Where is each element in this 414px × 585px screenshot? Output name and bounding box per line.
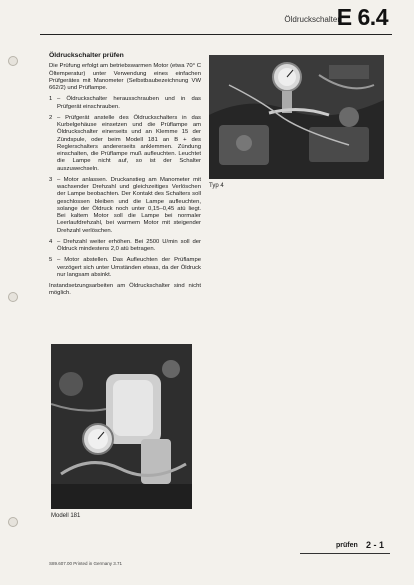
section-title: Öldruckschalter <box>284 15 340 24</box>
binder-hole <box>8 517 18 527</box>
step-item <box>49 239 201 254</box>
engine-photo-typ4 <box>209 55 384 179</box>
engine-photo-181 <box>51 344 192 509</box>
figure-caption-typ4: Typ 4 <box>209 183 224 189</box>
step-item <box>49 96 201 111</box>
footer-rule <box>300 553 390 554</box>
binder-hole <box>8 292 18 302</box>
step-text: – Motor anlassen. Druckanstieg am Manometer mit wachsender Drehzahl und gleichzeitiges Verlöschen der Lampe beobachten. Der Kontakt des Schalters soll geschlossen bleiben und die Lampe aufleuchten, solange der Öldruck noch unter 0,15–0,45 atü liegt. Bei kaltem Motor soll die Lampe bei normaler Leerlaufdrehzahl, bei warmem Motor mit steigender Drehzahl verlöschen. <box>57 176 201 234</box>
footer-section-word: prüfen <box>336 542 358 549</box>
step-text: – Motor abstellen. Das Aufleuchten der Prüflampe verzögert sich unter Umständen etwas, da der Öldruck nur langsam absinkt. <box>57 257 201 278</box>
intro-paragraph: Die Prüfung erfolgt am betriebswarmen Motor (etwa 70° C Öltemperatur) unter Verwendung eines einfachen Prüfgerätes mit Manometer (Selbstbaubezeichnung VW 662/2) und Prüflampe. <box>49 63 201 91</box>
step-number: 4 <box>49 238 53 245</box>
step-item <box>49 177 201 235</box>
step-number: 3 <box>49 176 53 183</box>
binder-hole <box>8 56 18 66</box>
step-text: – Drehzahl weiter erhöhen. Bei 2500 U/min soll der Öldruck mindestens 2,0 atü betragen. <box>57 238 201 252</box>
header-rule <box>40 34 392 35</box>
section-code: E 6.4 <box>336 4 388 30</box>
step-item <box>49 115 201 173</box>
step-text: – Prüfgerät anstelle des Öldruckschalters in das Kurbelgehäuse einsetzen und die Prüflampe am Öldruckschalter einerseits und an Klemme 15 der Zündspule, oder beim Modell 181 an B + des Reglerschalters andererseits anklemmen. Zündung einschalten, die Prüflampe muß aufleuchten. Leuchtet die Lampe nicht auf, so ist der Schalter auszuwechseln. <box>57 114 201 172</box>
engine-photo-181-image <box>51 344 192 509</box>
step-text: – Öldruckschalter herausschrauben und in das Prüfgerät einschrauben. <box>57 96 201 110</box>
closing-paragraph: Instandsetzungsarbeiten am Öldruckschalter sind nicht möglich. <box>49 283 201 297</box>
step-number: 2 <box>49 114 53 121</box>
text-column <box>49 52 201 302</box>
procedure-heading: Öldruckschalter prüfen <box>49 52 124 59</box>
step-number: 1 <box>49 96 53 103</box>
figure-caption-181: Modell 181 <box>51 513 81 519</box>
step-item <box>49 257 201 279</box>
print-info: S89.607.00 Printed in Germany 3.71 <box>49 561 123 566</box>
step-number: 5 <box>49 257 53 264</box>
engine-photo-typ4-image <box>209 55 384 179</box>
page-number: 2 - 1 <box>366 540 385 550</box>
